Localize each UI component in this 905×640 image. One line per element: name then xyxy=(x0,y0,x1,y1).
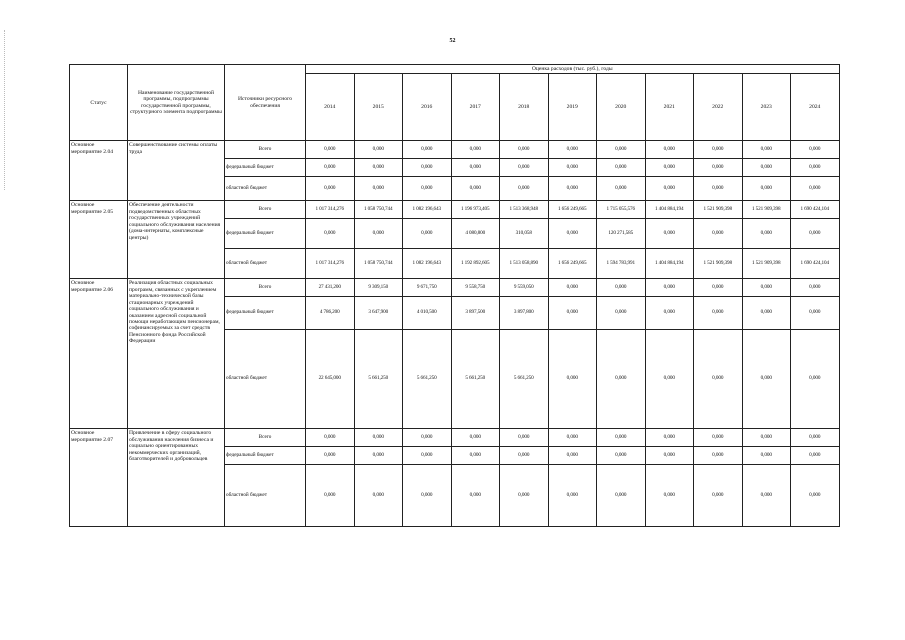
cell-value: 4 010,500 xyxy=(403,297,452,330)
cell-source: областной бюджет xyxy=(225,330,306,429)
cell-value: 9 309,150 xyxy=(354,279,403,297)
cell-value: 0,000 xyxy=(791,297,840,330)
cell-value: 9 558,750 xyxy=(451,279,500,297)
cell-value: 0,000 xyxy=(742,279,791,297)
cell-value: 1 082 196,643 xyxy=(403,249,452,279)
cell-value: 0,000 xyxy=(791,465,840,527)
cell-value: 0,000 xyxy=(694,177,743,201)
cell-value: 0,000 xyxy=(306,141,355,159)
cell-value: 1 082 196,643 xyxy=(403,201,452,219)
header-year: 2020 xyxy=(597,74,646,141)
cell-value: 0,000 xyxy=(403,159,452,177)
cell-value: 0,000 xyxy=(548,297,597,330)
cell-value: 3 897,800 xyxy=(500,297,549,330)
cell-value: 0,000 xyxy=(645,177,694,201)
cell-value: 0,000 xyxy=(403,429,452,447)
cell-source: областной бюджет xyxy=(225,249,306,279)
cell-value: 0,000 xyxy=(403,447,452,465)
cell-source: Всего xyxy=(225,279,306,297)
header-year: 2017 xyxy=(451,74,500,141)
cell-value: 0,000 xyxy=(645,465,694,527)
header-year: 2023 xyxy=(742,74,791,141)
cell-value: 0,000 xyxy=(548,330,597,429)
cell-value: 0,000 xyxy=(548,429,597,447)
cell-value: 1 715 055,576 xyxy=(597,201,646,219)
cell-value: 0,000 xyxy=(451,177,500,201)
cell-value: 1 521 909,398 xyxy=(742,249,791,279)
cell-value: 0,000 xyxy=(354,219,403,249)
cell-value: 0,000 xyxy=(548,177,597,201)
cell-value: 0,000 xyxy=(597,465,646,527)
cell-value: 1 058 750,744 xyxy=(354,249,403,279)
cell-value: 0,000 xyxy=(694,141,743,159)
cell-status: Основное мероприятие 2.05 xyxy=(70,201,128,279)
table-row xyxy=(70,141,840,159)
cell-value: 0,000 xyxy=(694,297,743,330)
cell-value: 0,000 xyxy=(354,465,403,527)
cell-value: 0,000 xyxy=(548,141,597,159)
cell-value: 5 661,250 xyxy=(500,330,549,429)
cell-value: 0,000 xyxy=(403,219,452,249)
cell-value: 3 897,500 xyxy=(451,297,500,330)
cell-value: 0,000 xyxy=(742,429,791,447)
cell-value: 0,000 xyxy=(451,447,500,465)
cell-value: 0,000 xyxy=(500,429,549,447)
cell-value: 4 786,200 xyxy=(306,297,355,330)
cell-value: 0,000 xyxy=(354,447,403,465)
cell-value: 0,000 xyxy=(597,177,646,201)
cell-value: 0,000 xyxy=(791,330,840,429)
cell-name: Реализация областных социальных программ, связанных с укреплением материально-технической базы стационарных учреждений социального обслуживания и оказанием адресной социальной помощи неработающим пенсионерам, софинансируемых за счет средств Пенсионного фонда Российской Федерации xyxy=(128,279,225,429)
cell-value: 1 404 884,194 xyxy=(645,201,694,219)
cell-source: федеральный бюджет xyxy=(225,297,306,330)
cell-value: 0,000 xyxy=(742,330,791,429)
cell-value: 0,000 xyxy=(451,141,500,159)
header-status: Статус xyxy=(70,65,128,141)
header-year: 2019 xyxy=(548,74,597,141)
cell-value: 0,000 xyxy=(694,447,743,465)
header-year: 2016 xyxy=(403,74,452,141)
cell-value: 0,000 xyxy=(597,279,646,297)
cell-value: 0,000 xyxy=(597,141,646,159)
cell-value: 0,000 xyxy=(597,447,646,465)
cell-value: 0,000 xyxy=(742,219,791,249)
cell-value: 0,000 xyxy=(645,159,694,177)
cell-value: 0,000 xyxy=(548,159,597,177)
cell-value: 0,000 xyxy=(403,141,452,159)
cell-value: 0,000 xyxy=(694,159,743,177)
budget-table xyxy=(69,64,840,527)
cell-value: 1 058 750,744 xyxy=(354,201,403,219)
cell-value: 0,000 xyxy=(451,465,500,527)
cell-value: 0,000 xyxy=(354,141,403,159)
cell-value: 0,000 xyxy=(597,159,646,177)
cell-value: 5 661,250 xyxy=(451,330,500,429)
cell-value: 0,000 xyxy=(403,177,452,201)
cell-value: 1 656 249,665 xyxy=(548,249,597,279)
cell-value: 1 594 783,991 xyxy=(597,249,646,279)
cell-value: 0,000 xyxy=(742,447,791,465)
cell-value: 0,000 xyxy=(694,219,743,249)
scan-margin-marks xyxy=(4,30,8,190)
cell-value: 0,000 xyxy=(500,177,549,201)
header-year: 2014 xyxy=(306,74,355,141)
cell-value: 9 559,050 xyxy=(500,279,549,297)
cell-value: 0,000 xyxy=(645,219,694,249)
cell-status: Основное мероприятие 2.04 xyxy=(70,141,128,201)
cell-value: 1 656 249,665 xyxy=(548,201,597,219)
cell-value: 3 647,900 xyxy=(354,297,403,330)
cell-value: 0,000 xyxy=(791,159,840,177)
cell-value: 1 690 424,104 xyxy=(791,249,840,279)
header-name: Наименование государственной программы, подпрограммы государственной программы, структурного элемента подпрограммы xyxy=(128,65,225,141)
cell-value: 0,000 xyxy=(791,447,840,465)
header-source: Источники ресурсного обеспечения xyxy=(225,65,306,141)
cell-value: 0,000 xyxy=(694,429,743,447)
table-row xyxy=(70,201,840,219)
cell-value: 0,000 xyxy=(306,219,355,249)
cell-value: 5 661,250 xyxy=(403,330,452,429)
cell-value: 0,000 xyxy=(645,447,694,465)
table-row xyxy=(70,279,840,297)
cell-source: федеральный бюджет xyxy=(225,219,306,249)
cell-value: 0,000 xyxy=(548,279,597,297)
cell-value: 0,000 xyxy=(500,141,549,159)
cell-value: 27 431,200 xyxy=(306,279,355,297)
cell-value: 0,000 xyxy=(645,330,694,429)
cell-value: 0,000 xyxy=(306,447,355,465)
cell-source: Всего xyxy=(225,141,306,159)
cell-value: 22 645,000 xyxy=(306,330,355,429)
cell-value: 0,000 xyxy=(791,141,840,159)
cell-value: 1 521 909,398 xyxy=(742,201,791,219)
cell-value: 1 690 424,104 xyxy=(791,201,840,219)
page-number: 52 xyxy=(449,38,456,44)
cell-value: 0,000 xyxy=(645,279,694,297)
header-year: 2015 xyxy=(354,74,403,141)
cell-value: 1 404 884,194 xyxy=(645,249,694,279)
table-row xyxy=(70,429,840,447)
cell-source: Всего xyxy=(225,201,306,219)
cell-value: 0,000 xyxy=(791,177,840,201)
cell-name: Привлечение в сферу социального обслуживания населения бизнеса и социально ориентированных некоммерческих организаций, благотворителей и добровольцев xyxy=(128,429,225,527)
header-cost-estimate: Оценка расходов (тыс. руб.), годы xyxy=(306,65,840,74)
cell-value: 0,000 xyxy=(500,447,549,465)
cell-value: 0,000 xyxy=(403,465,452,527)
cell-value: 0,000 xyxy=(645,141,694,159)
header-year: 2024 xyxy=(791,74,840,141)
cell-value: 0,000 xyxy=(742,141,791,159)
cell-value: 1 521 909,398 xyxy=(694,201,743,219)
cell-value: 0,000 xyxy=(645,429,694,447)
cell-value: 1 017 314,276 xyxy=(306,201,355,219)
cell-value: 0,000 xyxy=(742,177,791,201)
cell-name: Совершенствование системы оплаты труда xyxy=(128,141,225,201)
cell-value: 5 661,250 xyxy=(354,330,403,429)
cell-value: 0,000 xyxy=(451,159,500,177)
cell-value: 0,000 xyxy=(742,465,791,527)
cell-value: 0,000 xyxy=(306,465,355,527)
cell-status: Основное мероприятие 2.06 xyxy=(70,279,128,429)
cell-value: 0,000 xyxy=(694,465,743,527)
cell-value: 0,000 xyxy=(500,159,549,177)
cell-value: 4 080,800 xyxy=(451,219,500,249)
cell-value: 310,058 xyxy=(500,219,549,249)
cell-value: 1 192 892,605 xyxy=(451,249,500,279)
cell-value: 0,000 xyxy=(791,219,840,249)
cell-value: 0,000 xyxy=(742,159,791,177)
cell-value: 0,000 xyxy=(791,429,840,447)
header-year: 2022 xyxy=(694,74,743,141)
cell-value: 0,000 xyxy=(548,447,597,465)
cell-source: Всего xyxy=(225,429,306,447)
cell-value: 0,000 xyxy=(597,429,646,447)
cell-value: 0,000 xyxy=(597,297,646,330)
cell-value: 0,000 xyxy=(500,465,549,527)
cell-value: 0,000 xyxy=(548,465,597,527)
cell-value: 0,000 xyxy=(597,330,646,429)
cell-value: 0,000 xyxy=(354,429,403,447)
table-body xyxy=(70,141,840,527)
cell-value: 0,000 xyxy=(354,159,403,177)
cell-source: федеральный бюджет xyxy=(225,447,306,465)
cell-value: 1 513 368,948 xyxy=(500,201,549,219)
header-year: 2018 xyxy=(500,74,549,141)
cell-value: 0,000 xyxy=(354,177,403,201)
cell-value: 1 196 973,405 xyxy=(451,201,500,219)
cell-value: 0,000 xyxy=(694,330,743,429)
cell-name: Обеспечение деятельности подведомственных областных государственных учреждений социального обслуживания населения (дома-интернаты, комплексные центры) xyxy=(128,201,225,279)
cell-source: областной бюджет xyxy=(225,465,306,527)
cell-value: 120 271,585 xyxy=(597,219,646,249)
cell-value: 1 513 058,890 xyxy=(500,249,549,279)
header-year: 2021 xyxy=(645,74,694,141)
cell-value: 0,000 xyxy=(645,297,694,330)
cell-value: 0,000 xyxy=(548,219,597,249)
cell-value: 0,000 xyxy=(306,177,355,201)
cell-value: 0,000 xyxy=(306,159,355,177)
cell-status: Основное мероприятие 2.07 xyxy=(70,429,128,527)
cell-value: 1 017 314,276 xyxy=(306,249,355,279)
cell-source: федеральный бюджет xyxy=(225,159,306,177)
cell-value: 0,000 xyxy=(694,279,743,297)
cell-value: 0,000 xyxy=(306,429,355,447)
cell-source: областной бюджет xyxy=(225,177,306,201)
cell-value: 0,000 xyxy=(742,297,791,330)
cell-value: 1 521 909,398 xyxy=(694,249,743,279)
cell-value: 0,000 xyxy=(791,279,840,297)
cell-value: 9 671,750 xyxy=(403,279,452,297)
cell-value: 0,000 xyxy=(451,429,500,447)
